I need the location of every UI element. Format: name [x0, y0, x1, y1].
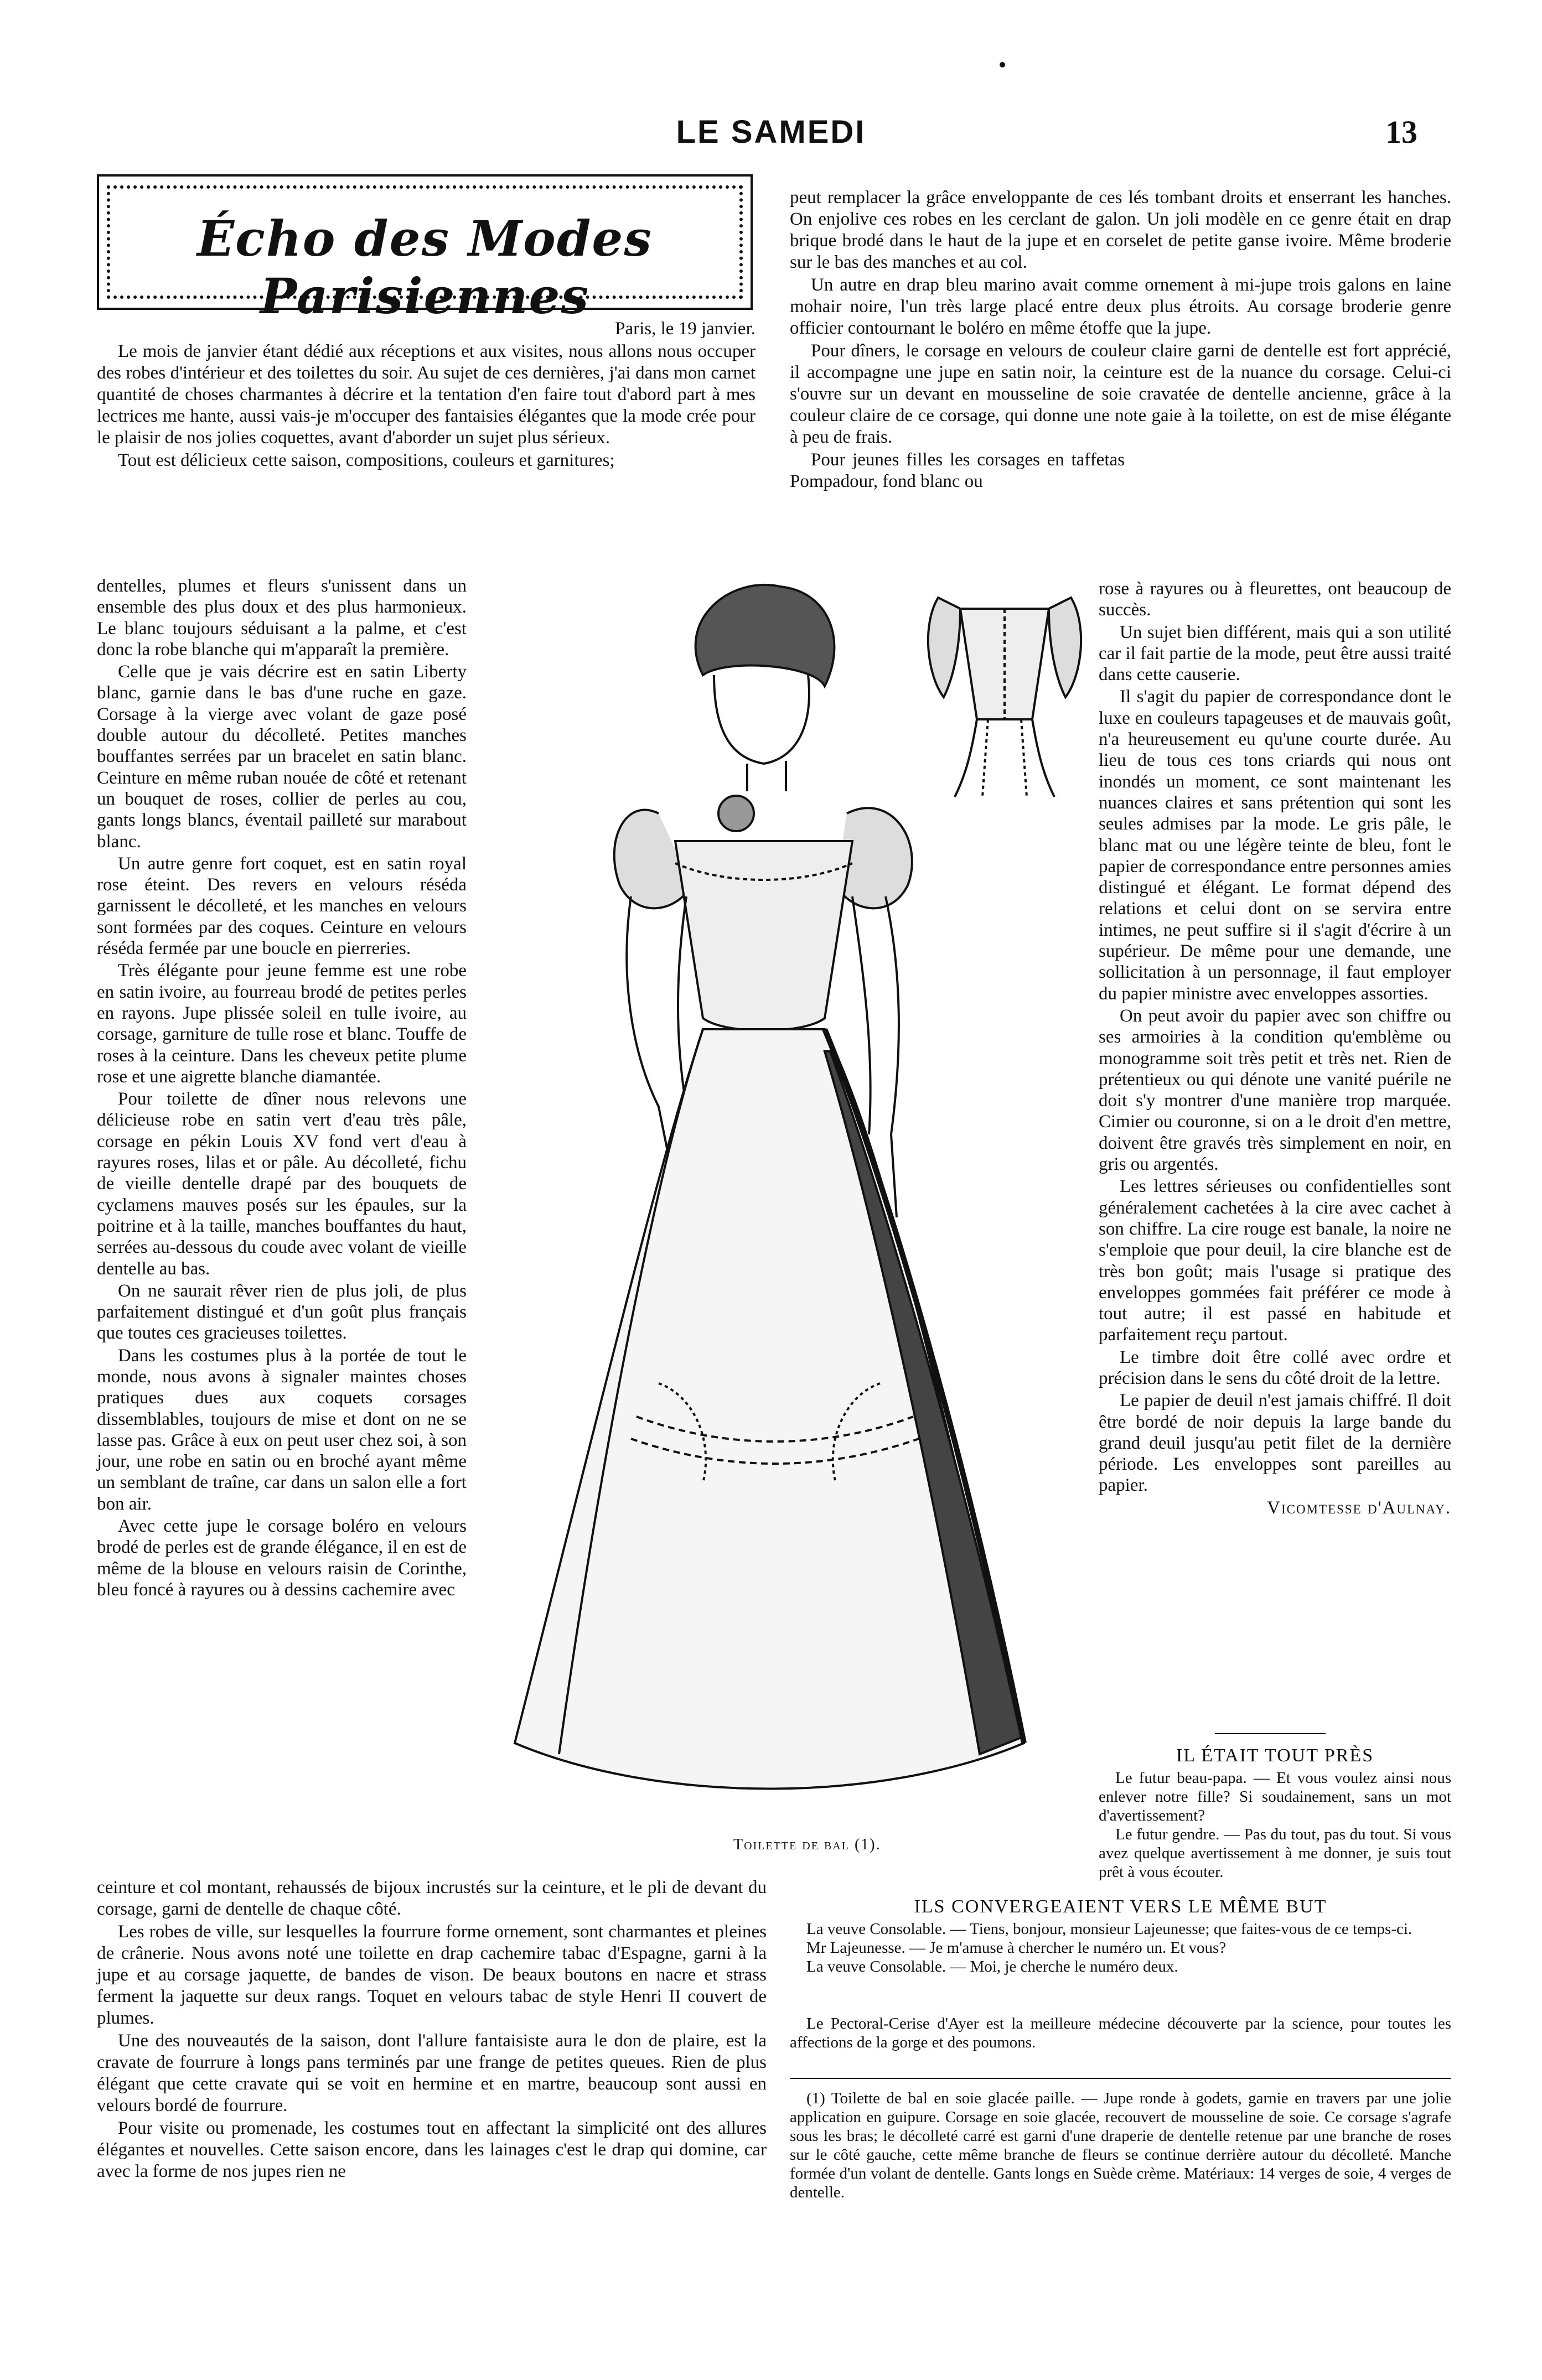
- paragraph: Les lettres sérieuses ou confidentielles sont généralement cachetées à la cire avec cachet à son chiffre. La cire rouge est banale, la noire ne s'emploie que pour deuil, la cire blanche est de très bon goût; mais l'usage si pratique des enveloppes gommées fait préférer ce mode à tout autre; il est passé en habitude et parfaitement reçu partout.: [1099, 1176, 1451, 1345]
- printer-dot: [1000, 62, 1005, 68]
- dialogue-line: Mr Lajeunesse. — Je m'amuse à chercher le numéro un. Et vous?: [806, 1939, 1227, 1957]
- dialogue-line: La veuve Consolable. — Tiens, bonjour, monsieur Lajeunesse; que faites-vous de ce temps-ci.: [806, 1920, 1412, 1938]
- paragraph: Une des nouveautés de la saison, dont l'allure fantaisiste aura le don de plaire, est la cravate de fourrure à longs pans terminés par une frange de petites queues. Rien de plus élégant que cette cravate qui se voit en hermine et en martre, beaucoup sont aussi en velours bordé de fourrure.: [97, 2031, 767, 2115]
- paragraph: dentelles, plumes et fleurs s'unissent dans un ensemble des plus doux et des plus harmonieux. Le blanc toujours séduisant a la palme, et c'est donc la robe blanche qui m'apparaît la première.: [97, 576, 467, 660]
- paragraph: Le papier de deuil n'est jamais chiffré. Il doit être bordé de noir depuis la large bande du grand deuil jusqu'au petit filet de la dernière période. Les enveloppes sont pareilles au papier.: [1099, 1391, 1451, 1496]
- masthead-title: Écho des Modes Parisiennes: [197, 210, 653, 325]
- advert-text: Le Pectoral-Cerise d'Ayer est la meilleure médecine découverte par la science, pour toutes les affections de la gorge et des poumons.: [790, 2015, 1451, 2051]
- signature: Vicomtesse d'Aulnay.: [1267, 1497, 1451, 1518]
- article-left-narrow: [97, 575, 467, 1601]
- paragraph: ceinture et col montant, rehaussés de bijoux incrustés sur la ceinture, et le pli de devant du corsage, garni de dentelle de chaque côté.: [97, 1878, 767, 1919]
- dialogue-line: Le futur beau-papa. — Et vous voulez ainsi nous enlever notre fille? Si soudainement, sans un mot d'avertissement?: [1099, 1769, 1451, 1824]
- column-masthead: [97, 174, 753, 325]
- article-right-top: [790, 187, 1451, 494]
- advert: [790, 2014, 1451, 2052]
- paragraph: Celle que je vais décrire est en satin Liberty blanc, garnie dans le bas d'une ruche en gaze. Corsage à la vierge avec volant de gaze posé double autour du décolleté. Petites manches bouffantes serrées par un bracelet en satin blanc. Ceinture en même ruban nouée de côté et retenant un bouquet de roses, collier de perles au cou, gants longs blancs, éventail pailleté sur marabout blanc.: [97, 662, 467, 852]
- paragraph: Dans les costumes plus à la portée de tout le monde, nous avons à signaler maintes choses pratiques dues aux coquets corsages dissemblables, toujours de mise et dont on ne se lasse pas. Grâce à eux on peut user chez soi, à son jour, une robe en satin ou en broché ayant même un semblant de traîne, car dans un salon elle a fort bon air.: [97, 1345, 467, 1514]
- footnote-text: (1) Toilette de bal en soie glacée paille. — Jupe ronde à godets, garnie en travers par une jolie application en guipure. Corsage en soie glacée, recouvert de mousseline de soie. Ce corsage s'agrafe sous les bras; le décolleté carré est garni d'une draperie de dentelle retenue par une branche de roses sur le côté gauche, cette même branche de fleurs se continue derrière autour du décolleté. Manche formée d'un volant de dentelle. Gants longs en Suède crème. Matériaux: 14 verges de soie, 4 verges de dentelle.: [790, 2089, 1451, 2201]
- paragraph: Un sujet bien différent, mais qui a son utilité car il fait partie de la mode, peut être aussi traité dans cette causerie.: [1099, 622, 1451, 685]
- dateline: Paris, le 19 janvier.: [615, 319, 756, 339]
- paragraph: Tout est délicieux cette saison, compositions, couleurs et garnitures;: [118, 450, 615, 470]
- paragraph: Pour dîners, le corsage en velours de couleur claire garni de dentelle est fort apprécié, il accompagne une jupe en satin noir, la ceinture est de la nuance du corsage. Celui-ci s'ouvre sur un devant en mousseline de soie cravatée de dentelle ancienne, grâce à la couleur claire de ce corsage, qui donne une note gaie à la toilette, on est de mise élégante à peu de frais.: [790, 341, 1451, 447]
- anecdote-2: [790, 1890, 1451, 1976]
- paragraph: Un autre en drap bleu marino avait comme ornement à mi-jupe trois galons en laine mohair noire, l'un très large placé entre deux plus étroits. Au corsage broderie genre officier contournant le boléro en même étoffe que la jupe.: [790, 275, 1451, 338]
- separator-rule: [1215, 1733, 1326, 1734]
- dialogue-line: Le futur gendre. — Pas du tout, pas du tout. Si vous avez quelque avertissement à me donner, je suis tout prêt à vous écouter.: [1099, 1826, 1451, 1881]
- paragraph: On ne saurait rêver rien de plus joli, de plus parfaitement distingué et d'un goût plus français que toutes ces gracieuses toilettes.: [97, 1280, 467, 1344]
- paragraph: Le mois de janvier étant dédié aux réceptions et aux visites, nous allons nous occuper des robes d'intérieur et des toilettes du soir. Au sujet de ces dernières, j'ai dans mon carnet quantité de choses charmantes à décrire et la tentation d'en faire tout d'abord part à mes lectrices me hante, aussi vais-je m'occuper des fantaisies élégantes que la mode crée pour le plaisir de nos jolies coquettes, avant d'aborder un sujet plus sérieux.: [97, 341, 756, 448]
- paragraph: Pour jeunes filles les corsages en taffetas Pompadour, fond blanc ou: [790, 450, 1125, 491]
- paragraph: Très élégante pour jeune femme est une robe en satin ivoire, au fourreau brodé de petites perles en rayons. Jupe plissée soleil en tulle ivoire, au corsage, garniture de tulle rose et blanc. Touffe de roses à la ceinture. Dans les cheveux petite plume rose et une aigrette blanche diamantée.: [97, 961, 467, 1087]
- paragraph: Les robes de ville, sur lesquelles la fourrure forme ornement, sont charmantes et pleines de crânerie. Nous avons noté une toilette en drap cachemire tabac d'Espagne, garni à la jupe et au corsage jaquette, de bandes de vison. De beaux boutons en nacre et strass ferment la jaquette sur deux rangs. Toquet en velours tabac de style Henri II couvert de plumes.: [97, 1922, 767, 2028]
- paragraph: rose à rayures ou à fleurettes, ont beaucoup de succès.: [1099, 579, 1451, 620]
- paragraph: peut remplacer la grâce enveloppante de ces lés tombant droits et enserrant les hanches. On enjolive ces robes en les cerclant de galon. Un joli modèle en ce genre était en drap brique brodé dans le haut de la jupe et en corselet de petite ganse ivoire. Même broderie sur le bas des manches et au col.: [790, 188, 1451, 272]
- paragraph: Le timbre doit être collé avec ordre et précision dans le sens du côté droit de la lettre.: [1099, 1347, 1451, 1388]
- anecdote-2-title: ILS CONVERGEAIENT VERS LE MÊME BUT: [914, 1896, 1327, 1917]
- paragraph: On peut avoir du papier avec son chiffre ou ses armoiries à la condition qu'emblème ou monogramme soit très petit et très net. Rien de prétentieux ou qui dénote une vanité puérile ne doit s'y montrer d'une manière trop marquée. Cimier ou couronne, si on a le droit d'en mettre, doivent être gravés très simplement en noir, en gris ou argentés.: [1099, 1005, 1451, 1175]
- dialogue-line: La veuve Consolable. — Moi, je cherche le numéro deux.: [806, 1958, 1178, 1975]
- figure-caption: Toilette de bal (1).: [733, 1836, 881, 1853]
- article-left-bottom: [97, 1877, 767, 2184]
- footnote-rule: [790, 2078, 1451, 2079]
- article-right-narrow: [1099, 578, 1451, 1520]
- footnote: [790, 2089, 1451, 2202]
- paragraph: Avec cette jupe le corsage boléro en velours brodé de perles est de grande élégance, il en est de même de la blouse en velours raisin de Corinthe, bleu foncé à rayures ou à dessins cachemire avec: [97, 1516, 467, 1600]
- paragraph: Pour visite ou promenade, les costumes tout en affectant la simplicité ont des allures élégantes et nouvelles. Cette saison encore, dans les lainages c'est le drap qui domine, car avec la forme de nos jupes rien ne: [97, 2118, 767, 2181]
- bodice-back-illustration: [922, 575, 1088, 808]
- anecdote-1-title: IL ÉTAIT TOUT PRÈS: [1176, 1745, 1374, 1766]
- paragraph: Pour toilette de dîner nous relevons une délicieuse robe en satin vert d'eau très pâle, corsage en pékin Louis XV fond vert d'eau à rayures roses, lilas et or pâle. Au décolleté, fichu de vieille dentelle drapé par des bouquets de cyclamens mauves posés sur les épaules, sur la poitrine et à la taille, manches bouffantes du haut, serrées au-dessous du coude avec volant de vieille dentelle au bas.: [97, 1089, 467, 1279]
- page-number: 13: [1385, 114, 1417, 150]
- page-header-title: LE SAMEDI: [676, 114, 866, 150]
- paragraph: Un autre genre fort coquet, est en satin royal rose éteint. Des revers en velours réséda garnissent le décolleté, et les manches en velours sont formées par des coques. Ceinture en velours réséda fermée par une boucle en pierreries.: [97, 853, 467, 959]
- anecdote-1: [1099, 1738, 1451, 1881]
- article-intro: [97, 318, 756, 473]
- paragraph: Il s'agit du papier de correspondance dont le luxe en couleurs tapageuses et de mauvais goût, n'a heureusement eu qu'une courte durée. Au lieu de tous ces tons criards qui nous ont inondés un moment, ce sont maintenant les nuances claires et sans prétention qui sont les seules admises par la mode. Le gris pâle, le blanc mat ou une légère teinte de bleu, font le papier de correspondance entre personnes amies distingué et élégant. Le format dépend des relations et celui dont on se servira entre intimes, ne peut suffire si il s'agit d'écrire à un supérieur. De même pour une demande, une sollicitation à un personnage, il faut employer du papier ministre avec enveloppes assorties.: [1099, 687, 1451, 1004]
